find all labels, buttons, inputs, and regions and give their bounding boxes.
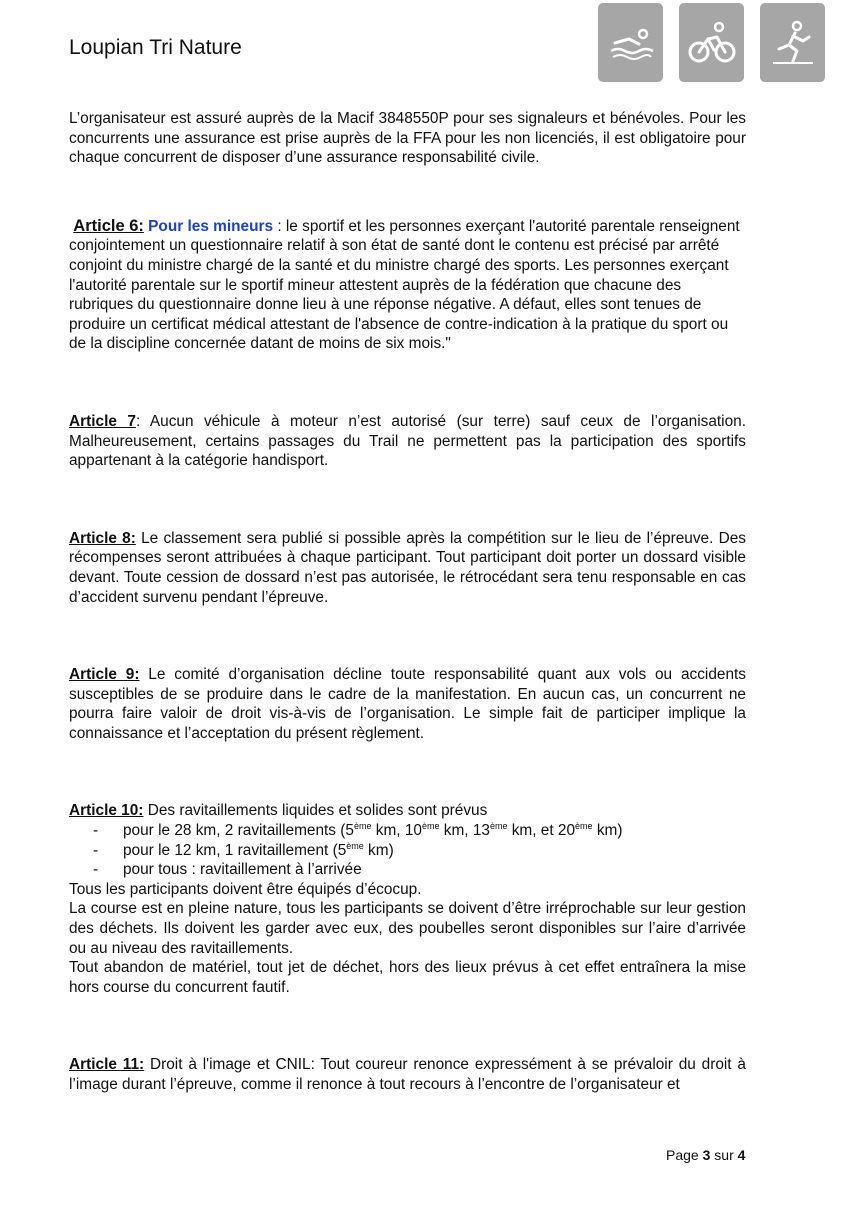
article-11 — [69, 1055, 746, 1094]
article-9-label: Article 9: — [69, 666, 140, 684]
article-7-text: : Aucun véhicule à moteur n’est autorisé (sur terre) sauf ceux de l’organisation. Malheureusement, certains passages du Trail ne permettent pas la participation des sportifs appartenant à la catégorie handisport. — [69, 412, 746, 470]
article-10-paragraph-2: La course est en pleine nature, tous les participants se doivent d’être irréprochable sur leur gestion des déchets. Ils doivent les garder avec eux, des poubelles seront disponibles sur l’aire d’arrivée ou au niveau des ravitaillements. — [69, 900, 746, 957]
run-icon — [760, 3, 825, 82]
intro-paragraph: L’organisateur est assuré auprès de la Macif 3848550P pour ses signaleurs et bénévoles. Pour les concurrents une assurance est prise auprès de la FFA pour les non licenciés, il est obligatoire pour chaque concurrent de disposer d’une assurance responsabilité civile. — [69, 110, 746, 167]
article-10 — [69, 801, 746, 997]
rules-content — [69, 109, 746, 1095]
article-10-text: Des ravitaillements liquides et solides sont prévus — [143, 802, 488, 820]
article-6-label: Article 6: — [73, 216, 144, 235]
article-6-text: : le sportif et les personnes exerçant l'autorité parentale renseignent conjointement un questionnaire relatif à son état de santé dont le contenu est précisé par arrêté conjoint du ministre chargé de la santé et du ministre chargé des sports. Les personnes exerçant l'autorité parentale sur le sportif mineur attestent auprès de la fédération que chacune des rubriques du questionnaire donne lieu à une réponse négative. A défaut, elles sont tenues de produire un certificat médical attestant de l'absence de contre-indication à la pratique du sport ou de la discipline concernée datant de moins de six mois." — [69, 217, 740, 353]
article-8 — [69, 529, 746, 607]
article-9-text: Le comité d’organisation décline toute responsabilité quant aux vols ou accidents susceptibles de se produire dans le cadre de la manifestation. En aucun cas, un concurrent ne pourra faire valoir de droit vis-à-vis de l’organisation. Le simple fait de participer implique la connaissance et l’acceptation du présent règlement. — [69, 666, 746, 742]
page-footer — [666, 1147, 745, 1163]
article-9 — [69, 665, 746, 743]
supply-list — [69, 821, 746, 880]
list-item: - pour le 28 km, 2 ravitaillements (5ème km, 10ème km, 13ème km, et 20ème km) — [93, 821, 746, 841]
article-10-label: Article 10: — [69, 802, 144, 820]
of-word: sur — [714, 1147, 734, 1163]
article-8-label: Article 8: — [69, 529, 136, 547]
article-10-paragraph-1: Tous les participants doivent être équipés d’écocup. — [69, 880, 422, 898]
sport-icons — [598, 3, 825, 82]
swim-icon — [598, 3, 663, 82]
article-7-label: Article 7 — [69, 412, 136, 430]
article-7 — [69, 412, 746, 471]
article-10-paragraph-3: Tout abandon de matériel, tout jet de déchet, hors des lieux prévus à cet effet entraînera la mise hors course du concurrent fautif. — [69, 959, 746, 996]
article-8-text: Le classement sera publié si possible après la compétition sur le lieu de l’épreuve. Des récompenses seront attribuées à chaque participant. Tout participant doit porter un dossard visible devant. Toute cession de dossard n’est pas autorisée, le rétrocédant sera tenu responsable en cas d’accident survenu pendant l’épreuve. — [69, 529, 746, 606]
article-6-highlight: Pour les mineurs — [148, 217, 274, 235]
article-11-label: Article 11: — [69, 1056, 145, 1074]
article-11-text: Droit à l'image et CNIL: Tout coureur renonce expressément à se prévaloir du droit à l’image durant l’épreuve, comme il renonce à tout recours à l’encontre de l’organisateur et — [69, 1056, 746, 1093]
total-pages: 4 — [737, 1147, 746, 1163]
current-page: 3 — [702, 1147, 711, 1163]
page-word: Page — [666, 1147, 699, 1163]
list-item: - pour le 12 km, 1 ravitaillement (5ème km) — [93, 841, 746, 861]
list-item: - pour tous : ravitaillement à l’arrivée — [93, 860, 746, 880]
article-10-lead — [69, 801, 746, 821]
page-header-title: Loupian Tri Nature — [69, 36, 242, 59]
article-6 — [69, 217, 746, 354]
bike-icon — [679, 3, 744, 82]
